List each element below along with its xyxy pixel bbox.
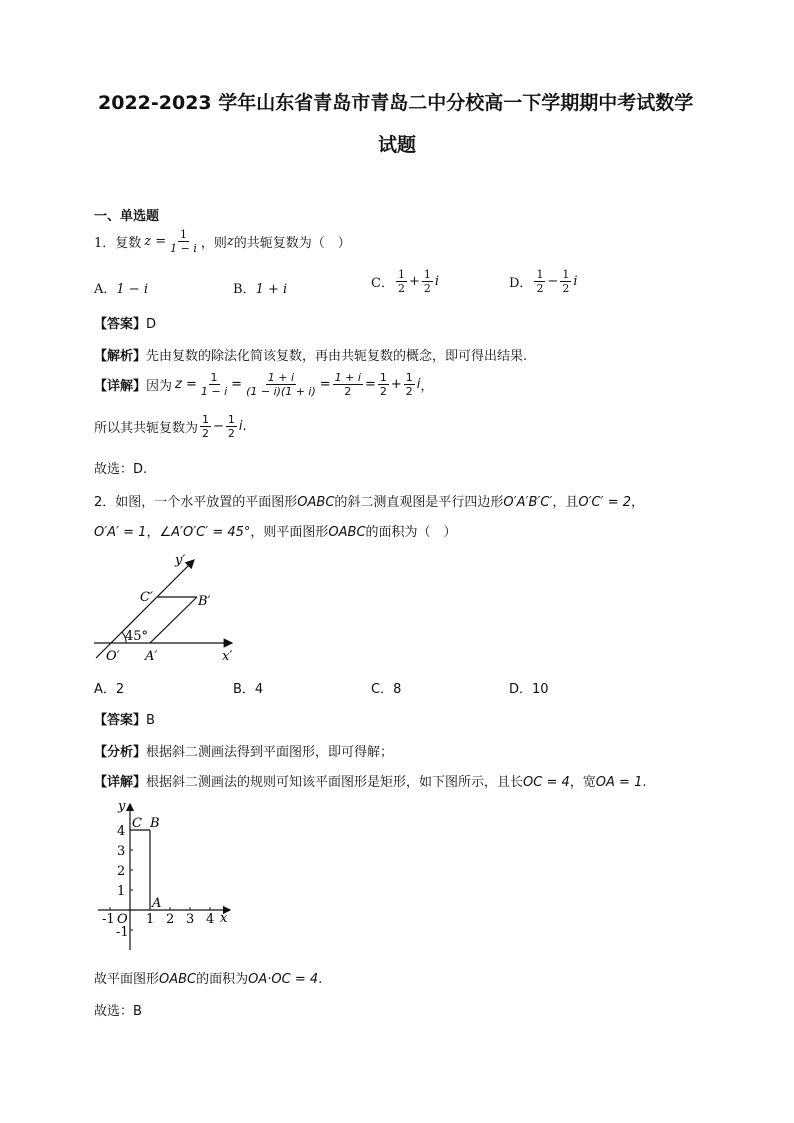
q1-option-b: B．1 + i [233,282,288,297]
q2-option-c: C．8 [371,682,402,697]
a-prime-label: A′ [145,649,158,664]
y-tick-4: 4 [117,824,126,839]
q2-conclusion: 故平面图形OABC的面积为OA·OC = 4. [94,972,323,987]
section-heading: 一、单选题 [94,209,160,224]
question-2-stem-line2: O′A′ = 1，∠A′O′C′ = 45°，则平面图形OABC的面积为（ ） [94,525,457,540]
x-tick-3: 3 [186,912,195,927]
page-title-line1: 2022-2023 学年山东省青岛市青岛二中分校高一下学期期中考试数学 [98,92,694,114]
q1-option-a: A．1 − i [94,282,148,297]
x-axis-label: x [220,911,228,926]
q2-option-b: B．4 [233,682,264,697]
o-label: O [117,912,128,927]
q1-detail: 【详解】 因为 z = $\frac{1}{1 - i}$ = $\frac{1 + i}{(1 - i)(1 + i)}$ = $\frac{1 + i}{2}$ = $\frac{1}{2}$ + $\frac{1}{2}$ i ， [94,371,434,398]
b-prime-label: B′ [198,594,211,609]
c-prime-label: C′ [140,590,153,605]
fraction: $\frac{1}{1 - i}$ [170,228,197,255]
q2-option-a: A．2 [94,682,125,697]
angle-label: 45° [125,629,149,644]
q2-choice: 故选：B [94,1004,142,1019]
question-2-stem-line1: 2．如图，一个水平放置的平面图形OABC的斜二测直观图是平行四边形O′A′B′C′，且O′C′ = 2， [94,495,645,510]
y-tick-2: 2 [117,864,126,879]
question-1-stem: 1．复数 z = $\frac{1}{1 - i}$ ，则 z 的共轭复数为（ ） [94,228,351,255]
y-tick-1: 1 [117,884,126,899]
page-title-line2: 试题 [378,134,417,156]
q1-analysis: 【解析】先由复数的除法化简该复数，再由共轭复数的概念，即可得出结果. [94,349,528,364]
q1-conjugate: 所以其共轭复数为 $\frac{1}{2}$ − $\frac{1}{2}$ i . [94,413,247,440]
x-tick-2: 2 [166,912,175,927]
q2-detail: 【详解】根据斜二测画法的规则可知该平面图形是矩形，如下图所示，且长OC = 4，宽OA = 1. [94,775,647,790]
q1-option-d: D． $\frac{1}{2}$ − $\frac{1}{2}$ i [509,268,578,295]
y-tick-neg1: -1 [116,925,129,940]
q2-analysis: 【分析】根据斜二测画法得到平面图形，即可得解； [94,745,394,760]
q1-answer: 【答案】D [94,317,157,332]
edge-ab [150,597,197,643]
q2-option-d: D．10 [509,682,549,697]
q2-answer: 【答案】B [94,713,155,728]
x-tick-1: 1 [146,912,155,927]
rectangle-coordinate-figure [92,800,242,952]
q1-option-c: C． $\frac{1}{2}$ + $\frac{1}{2}$ i [371,268,440,295]
o-prime-label: O′ [106,649,120,664]
c-label: C [132,816,142,831]
x-prime-label: x′ [222,649,233,664]
x-tick-neg1: -1 [102,912,115,927]
y-prime-label: y′ [175,553,186,568]
y-tick-3: 3 [117,844,126,859]
a-label: A [152,896,162,911]
oblique-diagram-figure [92,550,252,665]
x-tick-4: 4 [206,912,215,927]
q1-choice: 故选：D. [94,462,148,477]
b-label: B [150,816,160,831]
y-axis-label: y [118,800,126,814]
